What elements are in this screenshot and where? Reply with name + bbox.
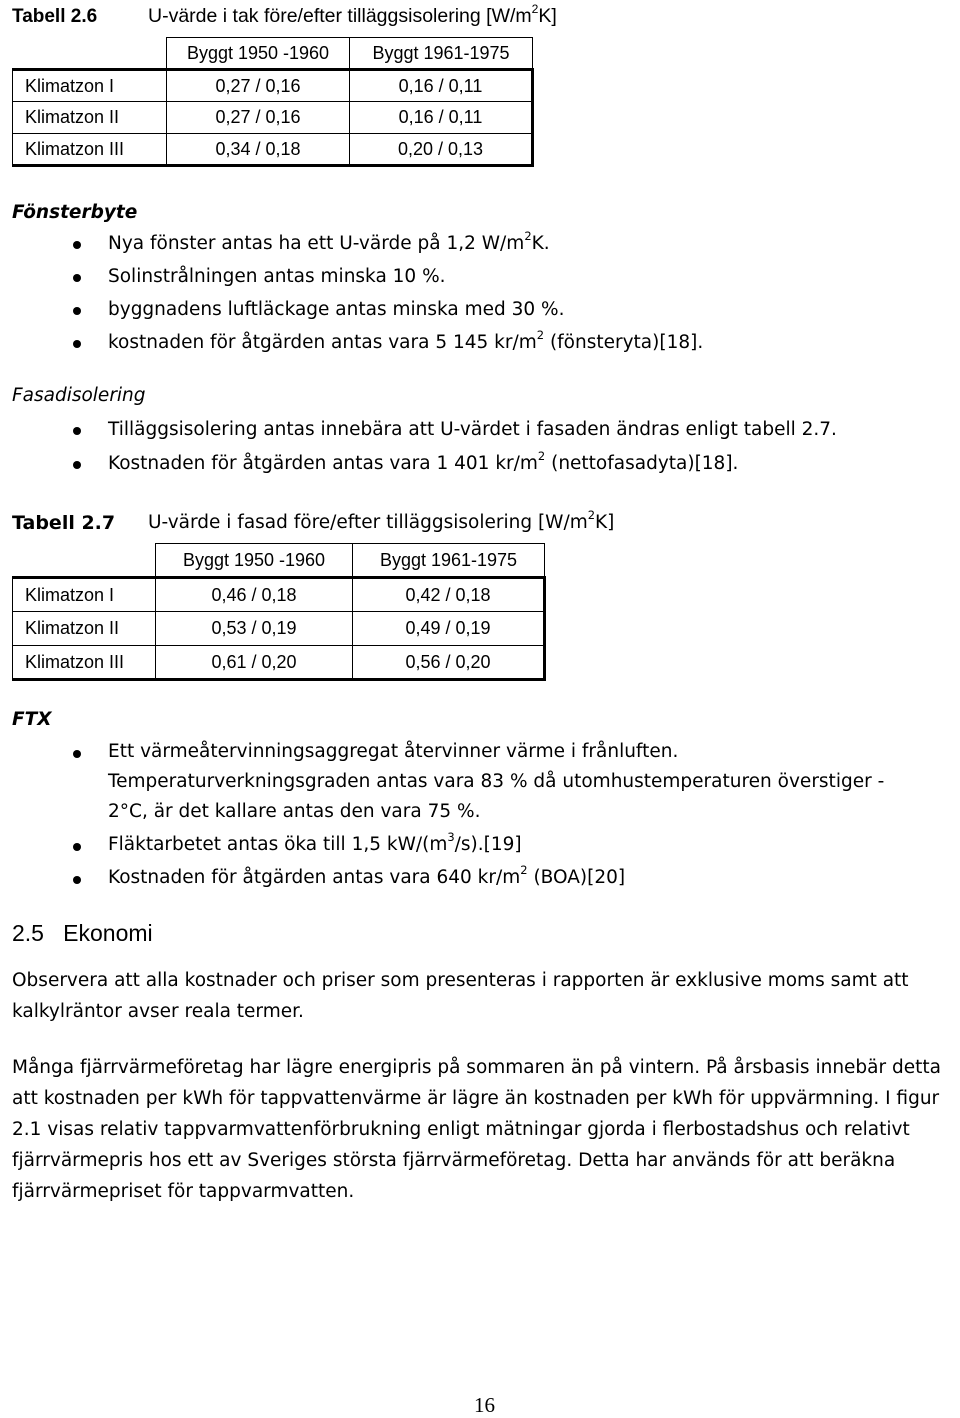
section-heading-fonsterbyte: Fönsterbyte xyxy=(12,202,138,223)
list-item-continuation: 2°C, är det kallare antas den vara 75 %. xyxy=(108,801,481,822)
list-item: Tilläggsisolering antas innebära att U-värdet i fasaden ändras enligt tabell 2.7. xyxy=(108,419,837,440)
section-heading-ftx: FTX xyxy=(12,709,52,730)
bullet-icon xyxy=(73,241,81,249)
list-item: kostnaden för åtgärden antas vara 5 145 $kr/m^2$ (fönsteryta)[18]. xyxy=(108,328,704,353)
table-2-7-caption: U-värde i fasad före/efter tilläggsisolering $[W/m^2K]$ xyxy=(148,508,615,533)
table-2-6-caption: U-värde i tak före/efter tilläggsisolering $[W/m^2K]$ xyxy=(148,1,557,27)
bullet-icon xyxy=(73,843,81,851)
bullet-icon xyxy=(73,307,81,315)
list-item: Fläktarbetet antas öka till 1,5 $kW/(m^3/s).[19]$ xyxy=(108,830,522,855)
list-item: Nya fönster antas ha ett U-värde på 1,2 $W/m^2K$. xyxy=(108,229,550,254)
list-item-continuation: Temperaturverkningsgraden antas vara 83 % då utomhustemperaturen överstiger - xyxy=(108,771,885,792)
section-heading-ekonomi: 2.5 Ekonomi xyxy=(12,920,153,946)
table-2-7-label: Tabell 2.7 xyxy=(12,512,116,534)
list-item: Kostnaden för åtgärden antas vara 1 401 $kr/m^2$ (nettofasadyta)[18]. xyxy=(108,449,739,474)
bullet-icon xyxy=(73,340,81,348)
table-row: Klimatzon II 0,27 / 0,16 0,16 / 0,11 xyxy=(13,102,533,134)
paragraph: Många fjärrvärmeföretag har lägre energipris på sommaren än på vintern. På årsbasis innebär detta att kostnaden per kWh för tappvattenvärme är lägre än kostnaden per kWh för uppvärmning. I figur 2.1 visas relativ tappvarmvattenförbrukning enligt mätningar gjorda i flerbostadshus och relativt fjärrvärmepris hos ett av Sveriges största fjärrvärmeföretag. Detta har används för att beräkna fjärrvärmepriset för tappvarmvatten. xyxy=(12,1057,941,1202)
list-item: Kostnaden för åtgärden antas vara 640 $kr/m^2$ (BOA)[20] xyxy=(108,863,626,888)
bullet-icon xyxy=(73,876,81,884)
table-row: Klimatzon II 0,53 / 0,19 0,49 / 0,19 xyxy=(13,612,545,646)
table-row: Klimatzon I 0,46 / 0,18 0,42 / 0,18 xyxy=(13,578,545,612)
bullet-icon xyxy=(73,750,81,758)
bullet-icon xyxy=(73,274,81,282)
table-row: Klimatzon III 0,34 / 0,18 0,20 / 0,13 xyxy=(13,134,533,166)
list-item: byggnadens luftläckage antas minska med 30 %. xyxy=(108,299,565,320)
paragraph: Observera att alla kostnader och priser som presenteras i rapporten är exklusive moms samt att kalkylräntor avser reala termer. xyxy=(12,970,909,1022)
bullet-icon xyxy=(73,461,81,469)
page-number: 16 xyxy=(474,1393,495,1417)
table-2-6-col1-header: Byggt 1950 -1960 xyxy=(167,38,350,70)
table-2-7 xyxy=(12,543,546,681)
table-2-7-col1-header: Byggt 1950 -1960 xyxy=(156,544,353,578)
list-item: Ett värmeåtervinningsaggregat återvinner värme i frånluften. xyxy=(108,741,679,762)
section-heading-fasadisolering: Fasadisolering xyxy=(12,385,146,406)
table-2-6-col2-header: Byggt 1961-1975 xyxy=(350,38,533,70)
table-row: Klimatzon I 0,27 / 0,16 0,16 / 0,11 xyxy=(13,70,533,102)
table-row: Klimatzon III 0,61 / 0,20 0,56 / 0,20 xyxy=(13,646,545,680)
table-2-7-col2-header: Byggt 1961-1975 xyxy=(353,544,545,578)
list-item: Solinstrålningen antas minska 10 %. xyxy=(108,266,446,287)
table-2-6 xyxy=(12,37,534,167)
bullet-icon xyxy=(73,427,81,435)
table-2-6-label: Tabell 2.6 xyxy=(12,6,98,27)
